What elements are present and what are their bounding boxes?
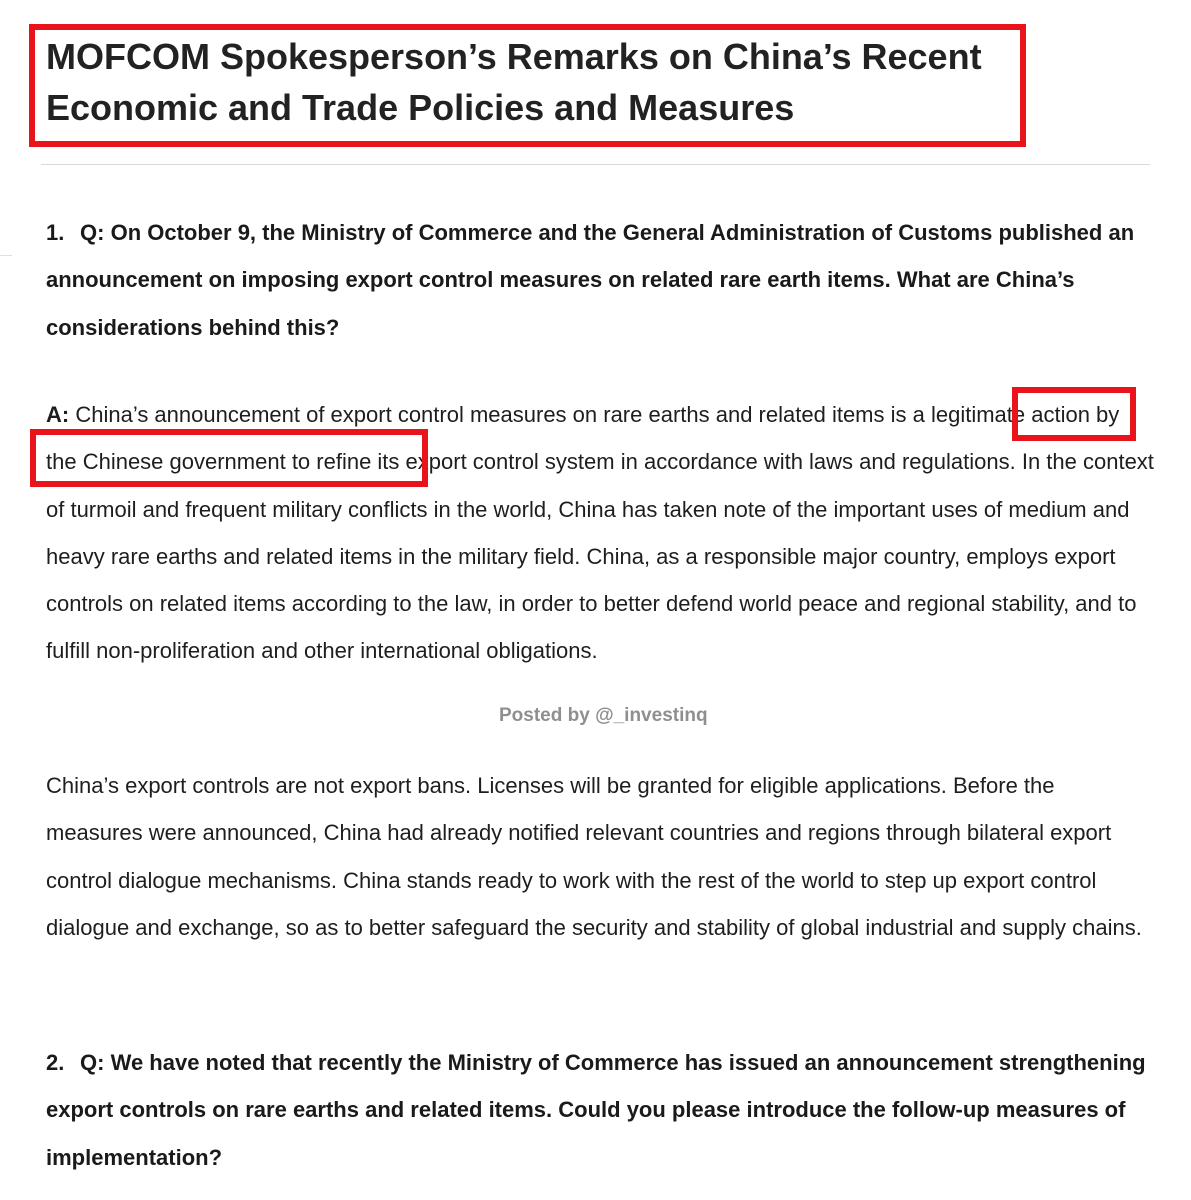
- title-divider: [41, 164, 1150, 165]
- question-2: [46, 1039, 1154, 1181]
- question-1-label: Q:: [80, 220, 105, 245]
- answer-1-paragraph-2: China’s export controls are not export bans. Licenses will be granted for eligible applications. Before the measures were announced, China had already notified relevant countries and regions through bilateral export control dialogue mechanisms. China stands ready to work with the rest of the world to step up export control dialogue and exchange, so as to better safeguard the security and stability of global industrial and supply chains.: [46, 773, 1142, 940]
- question-1: [46, 209, 1154, 351]
- question-1-number: 1.: [46, 220, 65, 245]
- question-2-label: Q:: [80, 1050, 105, 1075]
- page-title: MOFCOM Spokesperson’s Remarks on China’s Recent Economic and Trade Policies and Measures: [46, 36, 982, 128]
- answer-1-label: A:: [46, 402, 70, 427]
- watermark: Posted by @_investinq: [499, 705, 708, 726]
- question-1-text: On October 9, the Ministry of Commerce and the General Administration of Customs published an announcement on imposing export control measures on related rare earth items. What are China’s considerations behind this?: [46, 220, 1135, 340]
- question-2-number: 2.: [46, 1050, 65, 1075]
- answer-1-text-before: China’s announcement of export control measures on rare earths and related items is a: [75, 402, 931, 427]
- question-2-text: We have noted that recently the Ministry of Commerce has issued an announcement strengthening export controls on rare earths and related items. Could you please introduce the follow-up measures of implementation?: [46, 1050, 1146, 1170]
- highlight-box-legitimate: [1012, 387, 1136, 441]
- answer-1-text-after: to refine its export control system in accordance with laws and regulations. In the context of turmoil and frequent military conflicts in the world, China has taken note of the important uses of medium and heavy rare earths and related items in the military field. China, as a responsible major country, employs export controls on related items according to the law, in order to better defend world peace and regional stability, and to fulfill non-proliferation and other international obligations.: [46, 449, 1154, 664]
- answer-1-highlighted-phrase: legitimate action by the Chinese government: [46, 402, 1120, 475]
- highlight-box-chinese-government: [30, 429, 428, 487]
- title-highlight-box: [29, 24, 1026, 147]
- left-edge-tick: [0, 255, 12, 256]
